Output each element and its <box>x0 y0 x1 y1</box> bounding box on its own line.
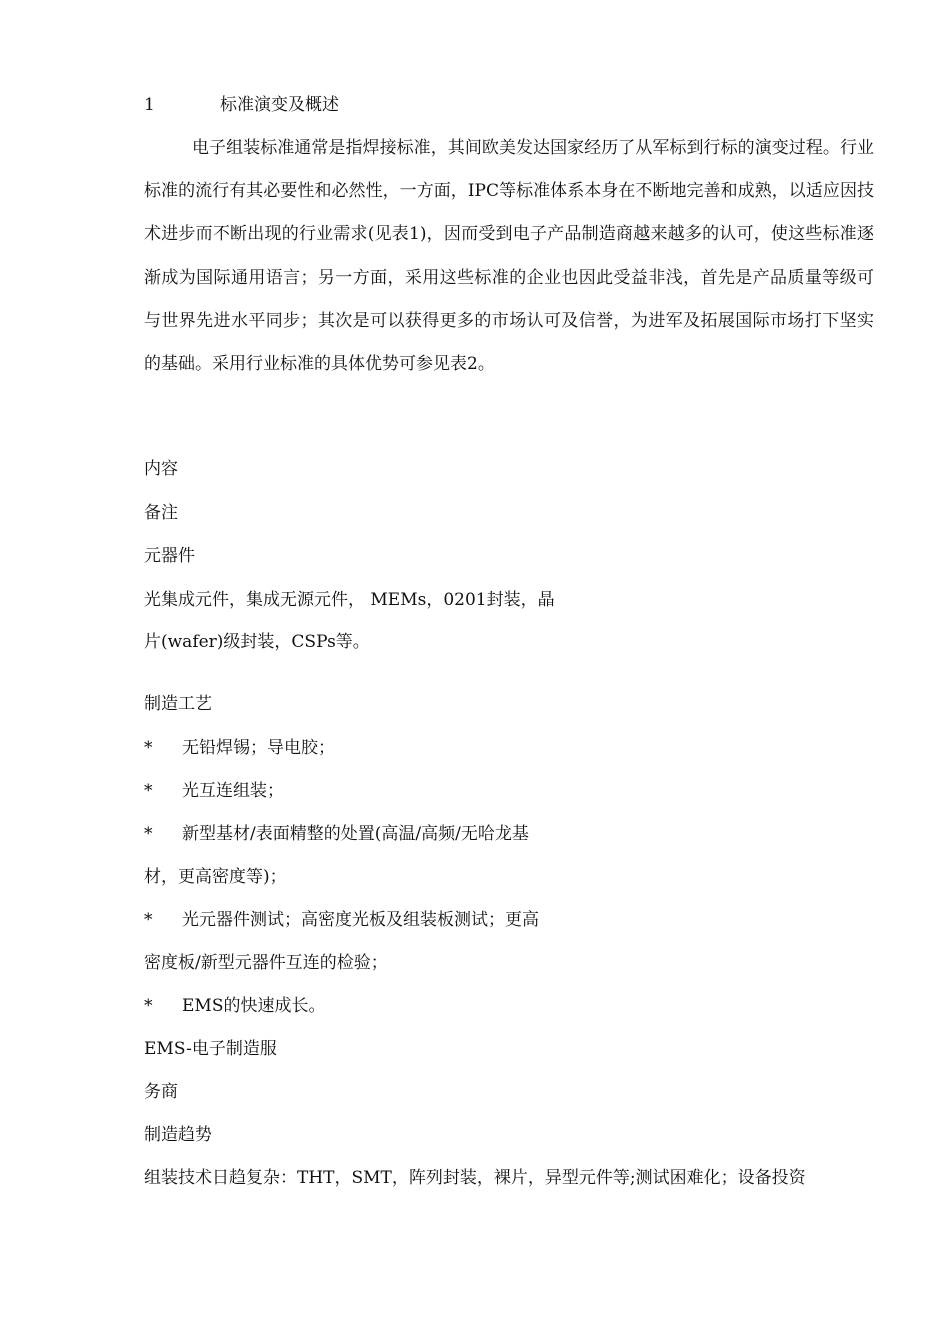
bullet-text: 新型基材/表面精整的处置(高温/高频/无哈龙基 <box>182 824 529 844</box>
bullet-text: 光元器件测试；高密度光板及组装板测试；更高 <box>182 910 539 930</box>
table-header-content: 内容 <box>144 459 178 479</box>
components-text-line1: 光集成元件，集成无源元件， MEMs，0201封装，晶 <box>144 590 555 610</box>
trend-text: 组装技术日趋复杂：THT，SMT，阵列封装，裸片，异型元件等;测试困难化；设备投资 <box>144 1168 806 1188</box>
section-number: 1 <box>144 95 155 115</box>
bullet-marker: * <box>144 824 153 844</box>
bullet-marker: * <box>144 996 153 1016</box>
bullet-marker: * <box>144 781 153 801</box>
section-title: 标准演变及概述 <box>220 95 339 115</box>
process-bullet-1 <box>144 737 335 759</box>
bullet-marker: * <box>144 910 153 930</box>
process-bullet-4-cont: 密度板/新型元器件互连的检验； <box>144 953 388 973</box>
intro-paragraph: 电子组装标准通常是指焊接标准，其间欧美发达国家经历了从军标到行标的演变过程。行业标准的流行有其必要性和必然性，一方面，IPC等标准体系本身在不断地完善和成熟，以适应因技术进步而不断出现的行业需求(见表1)，因而受到电子产品制造商越来越多的认可，使这些标准逐渐成为国际通用语言；另一方面，采用这些标准的企业也因此受益非浅，首先是产品质量等级可与世界先进水平同步；其次是可以获得更多的市场认可及信誉，为进军及拓展国际市场打下坚实的基础。采用行业标准的具体优势可参见表2。 <box>144 138 874 375</box>
ems-note-line1: EMS-电子制造服 <box>144 1039 277 1059</box>
table-header-note: 备注 <box>144 503 178 523</box>
process-bullet-3 <box>144 823 529 845</box>
process-bullet-5 <box>144 995 325 1017</box>
section-heading <box>144 94 339 116</box>
process-bullet-4 <box>144 909 539 931</box>
bullet-text: 无铅焊锡；导电胶； <box>182 738 335 758</box>
bullet-marker: * <box>144 738 153 758</box>
ems-note-line2: 务商 <box>144 1082 178 1102</box>
components-label: 元器件 <box>144 546 195 566</box>
bullet-text: 光互连组装； <box>182 781 284 801</box>
bullet-text: EMS的快速成长。 <box>182 996 326 1016</box>
process-bullet-3-cont: 材，更高密度等)； <box>144 867 287 887</box>
process-bullet-2 <box>144 780 284 802</box>
components-text-line2: 片(wafer)级封装，CSPs等。 <box>144 632 370 652</box>
trend-label: 制造趋势 <box>144 1125 212 1145</box>
process-label: 制造工艺 <box>144 694 212 714</box>
